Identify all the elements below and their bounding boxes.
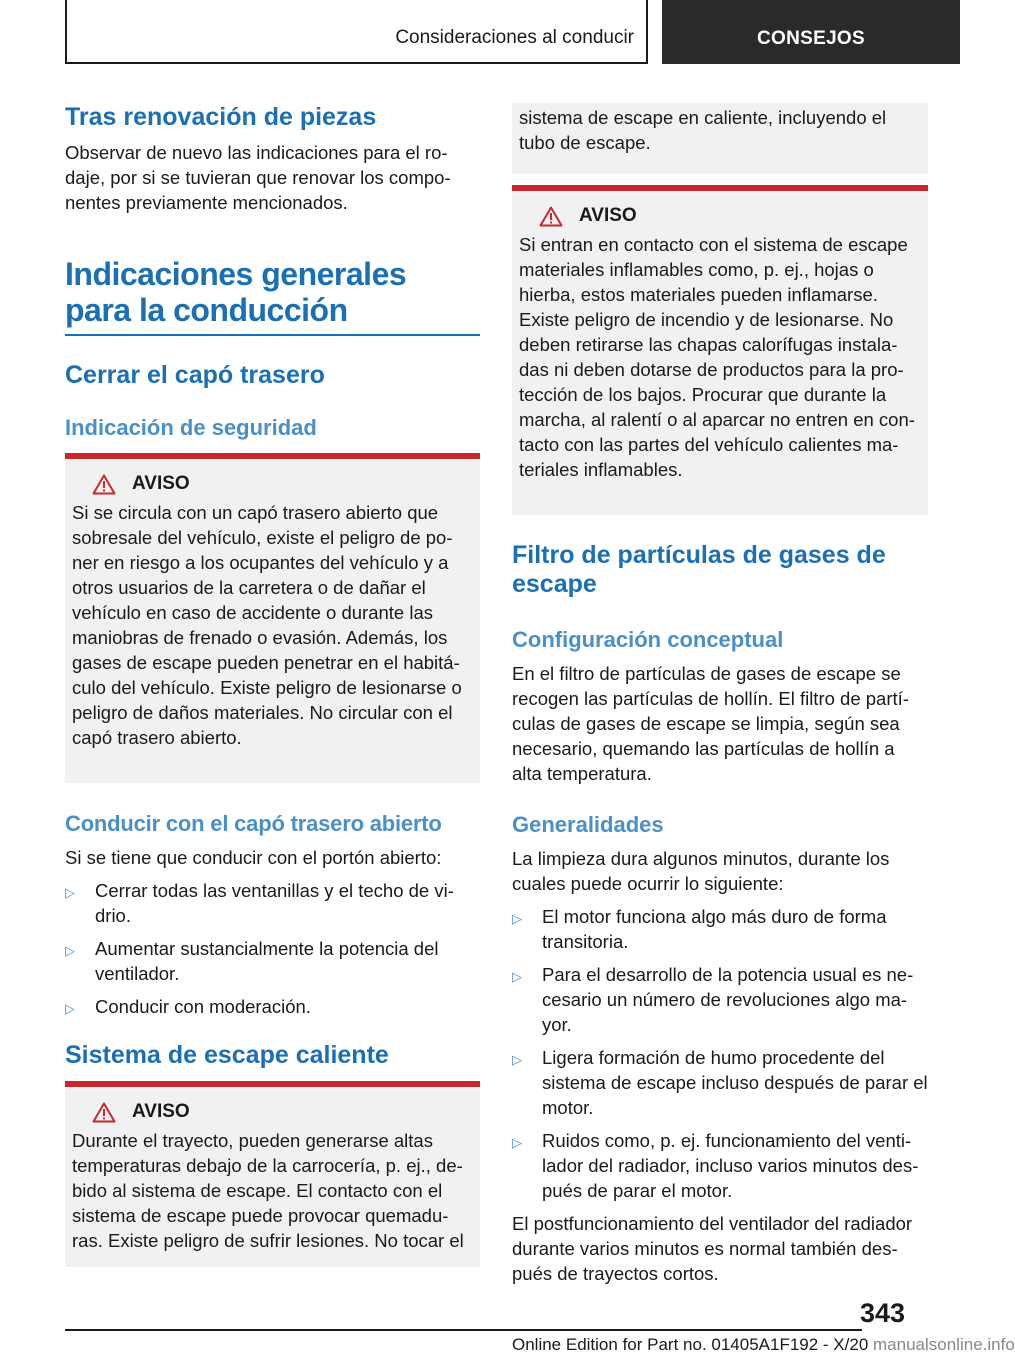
list-item	[65, 994, 480, 1021]
generalities-section	[512, 811, 928, 1286]
warning-header	[72, 1101, 473, 1123]
header-chapter-tab	[662, 0, 960, 64]
concept-section	[512, 626, 928, 786]
bullet-triangle-icon: ▷	[512, 1135, 522, 1150]
safety-note-subheading-wrap	[65, 414, 480, 441]
general-heading-line2: para la conducción	[65, 292, 348, 328]
particle-filter-heading-line1: Filtro de partículas de gases de	[512, 541, 886, 569]
general-driving-heading	[65, 256, 480, 336]
warning-body: Durante el trayecto, pueden generarse altas temperaturas debajo de la carrocería, p. ej., de-bido al sistema de escape. El contacto con el sistema de escape puede provocar quemadu-ras. Existe peligro de sufrir lesiones. No tocar el	[72, 1130, 464, 1251]
warning-box-hot-exhaust	[65, 1081, 480, 1267]
footer-divider	[65, 1329, 862, 1331]
renewal-heading: Tras renovación de piezas	[65, 103, 377, 131]
section-title-text: Consideraciones al conducir	[395, 27, 634, 48]
footer-watermark: manualsonline.info	[873, 1335, 1015, 1354]
bullet-triangle-icon: ▷	[512, 969, 522, 984]
list-item-text: Ruidos como, p. ej. funcionamiento del venti-lador del radiador, incluso varios minutos des-pués de parar el motor.	[542, 1130, 919, 1201]
warning-body: Si entran en contacto con el sistema de escape materiales inflamables como, p. ej., hojas o hierba, estos materiales pueden inflamarse. Existe peligro de incendio y de lesionarse. No deben retirarse las chapas calorífugas instala-das ni deben dotarse de productos para la pro-tección de los bajos. Procurar que durante la marcha, al ralentí o al aparcar no entren en con-tacto con las partes del vehículo calientes ma-teriales inflamables.	[519, 234, 915, 480]
bullet-triangle-icon: ▷	[512, 911, 522, 926]
open-trunk-section	[65, 810, 480, 1029]
warning-title: AVISO	[579, 205, 637, 226]
list-item	[65, 936, 480, 986]
warning-box-open-trunk	[65, 453, 480, 783]
header-section-title	[65, 0, 648, 64]
list-item	[512, 1045, 928, 1120]
list-item	[65, 878, 480, 928]
warning-box-flammable	[512, 185, 928, 515]
warning-triangle-icon	[92, 1102, 116, 1123]
particle-filter-section	[512, 541, 928, 599]
warning-header	[519, 205, 921, 227]
warning-body: Si se circula con un capó trasero abierto que sobresale del vehículo, existe el peligro de po-ner en riesgo a los ocupantes del vehículo y a otros usuarios de la carretera o de dañar el vehículo en caso de accidente o durante las maniobras de frenado o evasión. Además, los gases de escape pueden penetrar en el habitá-culo del vehículo. Existe peligro de lesionarse o peligro de daños materiales. No circular con el capó trasero abierto.	[72, 502, 462, 748]
bullet-triangle-icon: ▷	[65, 885, 75, 900]
close-trunk-section	[65, 361, 480, 390]
general-driving-section	[65, 256, 480, 336]
warning-box-continued	[512, 103, 928, 174]
chapter-title-text: CONSEJOS	[757, 28, 865, 49]
safety-note-subheading: Indicación de seguridad	[65, 415, 317, 440]
list-item-text: El motor funciona algo más duro de forma transitoria.	[542, 906, 887, 952]
list-item	[512, 962, 928, 1037]
open-trunk-heading: Conducir con el capó trasero abierto	[65, 811, 442, 836]
warning-header	[72, 473, 473, 495]
list-item	[512, 1128, 928, 1203]
hot-exhaust-section	[65, 1041, 480, 1070]
page-number: 343	[860, 1298, 906, 1328]
list-item-text: Aumentar sustancialmente la potencia del ventilador.	[95, 938, 439, 984]
list-item-text: Conducir con moderación.	[95, 996, 311, 1017]
footer-edition	[512, 1335, 1015, 1355]
warning-title: AVISO	[132, 1101, 190, 1122]
close-trunk-heading: Cerrar el capó trasero	[65, 361, 325, 389]
list-item-text: Para el desarrollo de la potencia usual es ne-cesario un número de revoluciones algo ma-yor.	[542, 964, 914, 1035]
open-trunk-list	[65, 878, 480, 1021]
particle-filter-heading	[512, 541, 928, 599]
generalities-heading: Generalidades	[512, 812, 664, 837]
generalities-intro: La limpieza dura algunos minutos, durante los cuales puede ocurrir lo siguiente:	[512, 848, 890, 894]
bullet-triangle-icon: ▷	[65, 943, 75, 958]
concept-body: En el filtro de partículas de gases de escape se recogen las partículas de hollín. El filtro de partí-culas de gases de escape se limpia, según sea necesario, quemando las partículas de hollín a alta temperatura.	[512, 663, 909, 784]
generalities-closing: El postfuncionamiento del ventilador del radiador durante varios minutos es normal también des-pués de trayectos cortos.	[512, 1213, 913, 1284]
warning-triangle-icon	[539, 206, 563, 227]
warning-title: AVISO	[132, 473, 190, 494]
particle-filter-heading-line2: escape	[512, 570, 597, 598]
list-item	[512, 904, 928, 954]
warning-continued-text: sistema de escape en caliente, incluyendo el tubo de escape.	[519, 107, 887, 153]
list-item-text: Ligera formación de humo procedente del sistema de escape incluso después de parar el motor.	[542, 1047, 928, 1118]
footer-edition-text: Online Edition for Part no. 01405A1F192 - X/20	[512, 1335, 869, 1354]
bullet-triangle-icon: ▷	[65, 1001, 75, 1016]
renewal-body: Observar de nuevo las indicaciones para el ro-daje, por si se tuvieran que renovar los compo-nentes previamente mencionados.	[65, 142, 451, 213]
warning-triangle-icon	[92, 474, 116, 495]
list-item-text: Cerrar todas las ventanillas y el techo de vi-drio.	[95, 880, 454, 926]
open-trunk-intro: Si se tiene que conducir con el portón abierto:	[65, 847, 442, 868]
general-heading-line1: Indicaciones generales	[65, 256, 407, 292]
bullet-triangle-icon: ▷	[512, 1052, 522, 1067]
renewal-section	[65, 103, 480, 215]
hot-exhaust-heading: Sistema de escape caliente	[65, 1041, 389, 1069]
concept-heading: Configuración conceptual	[512, 627, 784, 652]
generalities-list	[512, 904, 928, 1203]
